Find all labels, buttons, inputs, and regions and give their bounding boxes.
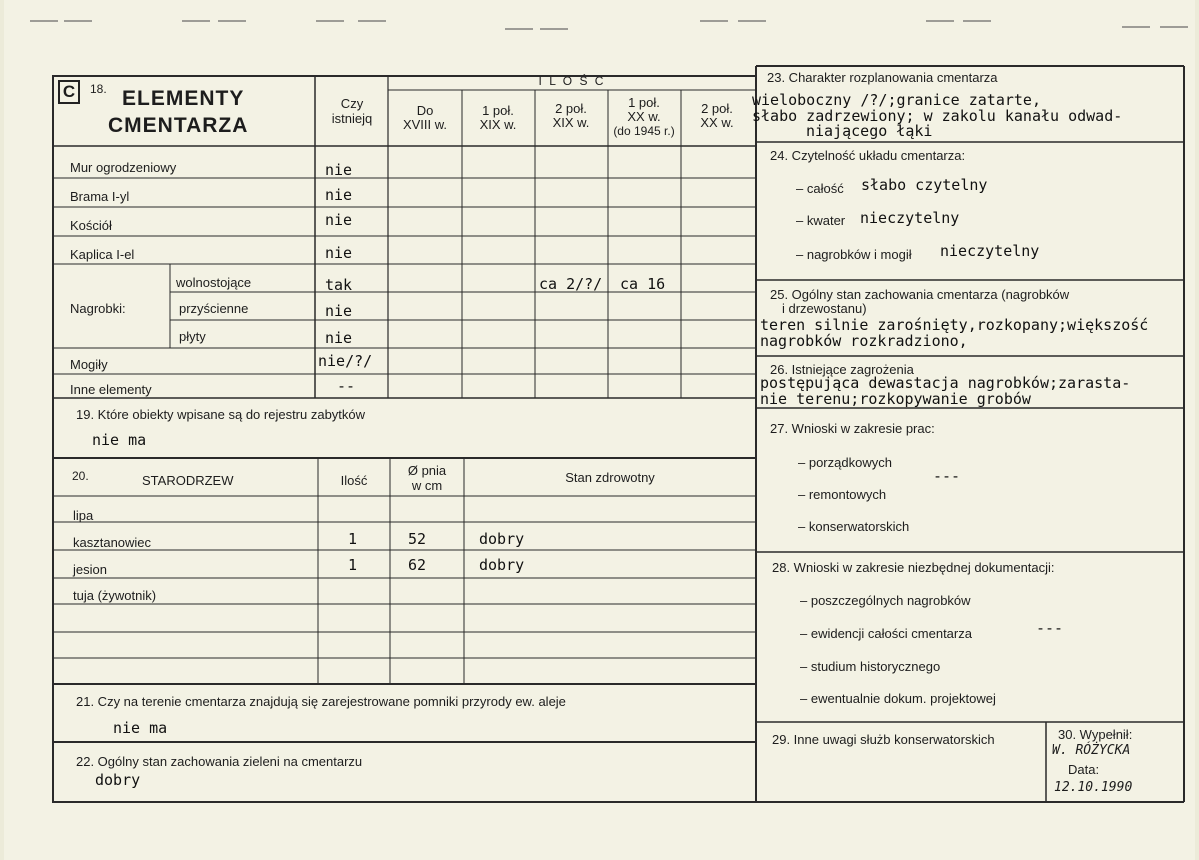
s24-item-3-value: nieczytelny bbox=[940, 242, 1040, 260]
s26-line-1: postępująca dewastacja nagrobków;zarasta- bbox=[760, 374, 1131, 392]
row-label-wall-tombs: przyścienne bbox=[179, 301, 249, 316]
tree-diam-jesion: 62 bbox=[408, 556, 427, 574]
s29-label: 29. Inne uwagi służb konserwatorskich bbox=[772, 732, 995, 747]
s23-line-1: wieloboczny /?/;granice zatarte, bbox=[752, 91, 1041, 109]
tree-qty-jesion: 1 bbox=[348, 556, 358, 574]
s30-date-handwritten: 12.10.1990 bbox=[1054, 780, 1133, 795]
tree-qty-kasztanowiec: 1 bbox=[348, 530, 358, 548]
col-header-2-l2: XIX w. bbox=[479, 117, 517, 132]
tree-name-jesion: jesion bbox=[73, 562, 107, 577]
section-letter: C bbox=[58, 80, 80, 104]
tree-health-kasztanowiec: dobry bbox=[479, 530, 525, 548]
freestanding-1pol20: ca 16 bbox=[620, 275, 666, 293]
s23-line-3: niającego łąki bbox=[806, 122, 933, 140]
s27-item-3: – konserwatorskich bbox=[798, 519, 910, 534]
s24-item-1-label: – całość bbox=[796, 181, 844, 196]
row-label-graves: Mogiły bbox=[70, 357, 108, 372]
s26-line-2: nie terenu;rozkopywanie grobów bbox=[760, 390, 1031, 408]
s18-title-line2: CMENTARZA bbox=[108, 114, 249, 137]
s24-label: 24. Czytelność układu cmentarza: bbox=[770, 148, 966, 163]
row-value-church: nie bbox=[325, 211, 353, 229]
s20-col-diam-1: Ø pnia bbox=[407, 463, 447, 478]
tree-name-lipa: lipa bbox=[73, 508, 94, 523]
row-label-chapel: Kaplica I-el bbox=[70, 247, 135, 262]
row-value-slabs: nie bbox=[325, 329, 353, 347]
s27-value: --- bbox=[933, 467, 961, 485]
s23-label: 23. Charakter rozplanowania cmentarza bbox=[767, 70, 998, 85]
s23-line-2: słabo zadrzewiony; w zakolu kanału odwad- bbox=[752, 107, 1123, 125]
s20-title: STARODRZEW bbox=[142, 473, 234, 488]
s30-date-label: Data: bbox=[1068, 762, 1100, 777]
col-header-3-l2: XIX w. bbox=[552, 115, 590, 130]
row-label-church: Kościół bbox=[70, 218, 112, 233]
s25-label-2: i drzewostanu) bbox=[782, 301, 867, 316]
s19-value: nie ma bbox=[92, 431, 147, 449]
s26-label: 26. Istniejące zagrożenia bbox=[770, 362, 914, 377]
tree-name-tuja: tuja (żywotnik) bbox=[73, 588, 157, 603]
row-label-wall: Mur ogrodzeniowy bbox=[70, 160, 177, 175]
nagrobki-label: Nagrobki: bbox=[70, 301, 126, 316]
s21-label: 21. Czy na terenie cmentarza znajdują się zarejestrowane pomniki przyrody ew. aleje bbox=[76, 694, 566, 709]
col-header-4-l3: (do 1945 r.) bbox=[613, 124, 675, 138]
row-label-slabs: płyty bbox=[179, 329, 206, 344]
s24-item-3-label: – nagrobków i mogił bbox=[796, 247, 912, 262]
s20-number: 20. bbox=[72, 469, 89, 483]
s18-number: 18. bbox=[90, 82, 107, 96]
row-value-wall-tombs: nie bbox=[325, 302, 353, 320]
freestanding-2pol19: ca 2/?/ bbox=[539, 275, 603, 293]
row-label-gate: Brama I-yl bbox=[70, 189, 130, 204]
s22-value: dobry bbox=[95, 771, 141, 789]
col-header-1-l1: Do bbox=[416, 103, 434, 118]
col-header-4-l2: XX w. bbox=[627, 109, 661, 124]
col-header-1-l2: XVIII w. bbox=[402, 117, 448, 132]
row-value-graves: nie/?/ bbox=[318, 352, 373, 370]
s24-item-1-value: słabo czytelny bbox=[861, 176, 988, 194]
s21-value: nie ma bbox=[113, 719, 168, 737]
s28-item-4: – ewentualnie dokum. projektowej bbox=[800, 691, 996, 706]
s20-col-diam-2: w cm bbox=[411, 478, 443, 493]
s25-label-1: 25. Ogólny stan zachowania cmentarza (nagrobków bbox=[770, 287, 1070, 302]
s25-line-2: nagrobków rozkradziono, bbox=[760, 332, 968, 350]
s28-item-3: – studium historycznego bbox=[800, 659, 941, 674]
col-header-4-l1: 1 poł. bbox=[628, 95, 660, 110]
tree-name-kasztanowiec: kasztanowiec bbox=[73, 535, 152, 550]
row-value-chapel: nie bbox=[325, 244, 353, 262]
col-header-5-l1: 2 poł. bbox=[701, 101, 733, 116]
row-value-freestanding: tak bbox=[325, 276, 353, 294]
s18-title-line1: ELEMENTY bbox=[122, 87, 245, 110]
s20-col-qty: Ilość bbox=[340, 473, 368, 488]
row-label-freestanding: wolnostojące bbox=[176, 275, 252, 290]
s27-label: 27. Wnioski w zakresie prac: bbox=[770, 421, 935, 436]
s30-label: 30. Wypełnił: bbox=[1058, 727, 1133, 742]
s24-item-2-label: – kwater bbox=[796, 213, 846, 228]
s24-item-2-value: nieczytelny bbox=[860, 209, 960, 227]
col-header-5-l2: XX w. bbox=[700, 115, 734, 130]
col-header-3-l1: 2 poł. bbox=[555, 101, 587, 116]
s28-label: 28. Wnioski w zakresie niezbędnej dokumentacji: bbox=[772, 560, 1055, 575]
row-value-other: -- bbox=[337, 377, 356, 395]
col-header-exists-1: Czy bbox=[340, 96, 364, 111]
s28-value: --- bbox=[1036, 619, 1064, 637]
s25-line-1: teren silnie zarośnięty,rozkopany;większość bbox=[760, 316, 1149, 334]
col-header-exists-2: istniejq bbox=[331, 111, 373, 126]
ilosc-header: I L O Ś C bbox=[538, 74, 606, 88]
s30-name-handwritten: W. RÓŻYCKA bbox=[1052, 743, 1131, 758]
row-value-gate: nie bbox=[325, 186, 353, 204]
s19-label: 19. Które obiekty wpisane są do rejestru zabytków bbox=[76, 407, 366, 422]
tree-diam-kasztanowiec: 52 bbox=[408, 530, 427, 548]
row-label-other: Inne elementy bbox=[70, 382, 152, 397]
row-value-wall: nie bbox=[325, 161, 353, 179]
tree-health-jesion: dobry bbox=[479, 556, 525, 574]
s22-label: 22. Ogólny stan zachowania zieleni na cmentarzu bbox=[76, 754, 363, 769]
s27-item-2: – remontowych bbox=[798, 487, 887, 502]
s28-item-1: – poszczególnych nagrobków bbox=[800, 593, 971, 608]
s20-col-health: Stan zdrowotny bbox=[565, 470, 655, 485]
col-header-2-l1: 1 poł. bbox=[482, 103, 514, 118]
s27-item-1: – porządkowych bbox=[798, 455, 892, 470]
s28-item-2: – ewidencji całości cmentarza bbox=[800, 626, 972, 641]
